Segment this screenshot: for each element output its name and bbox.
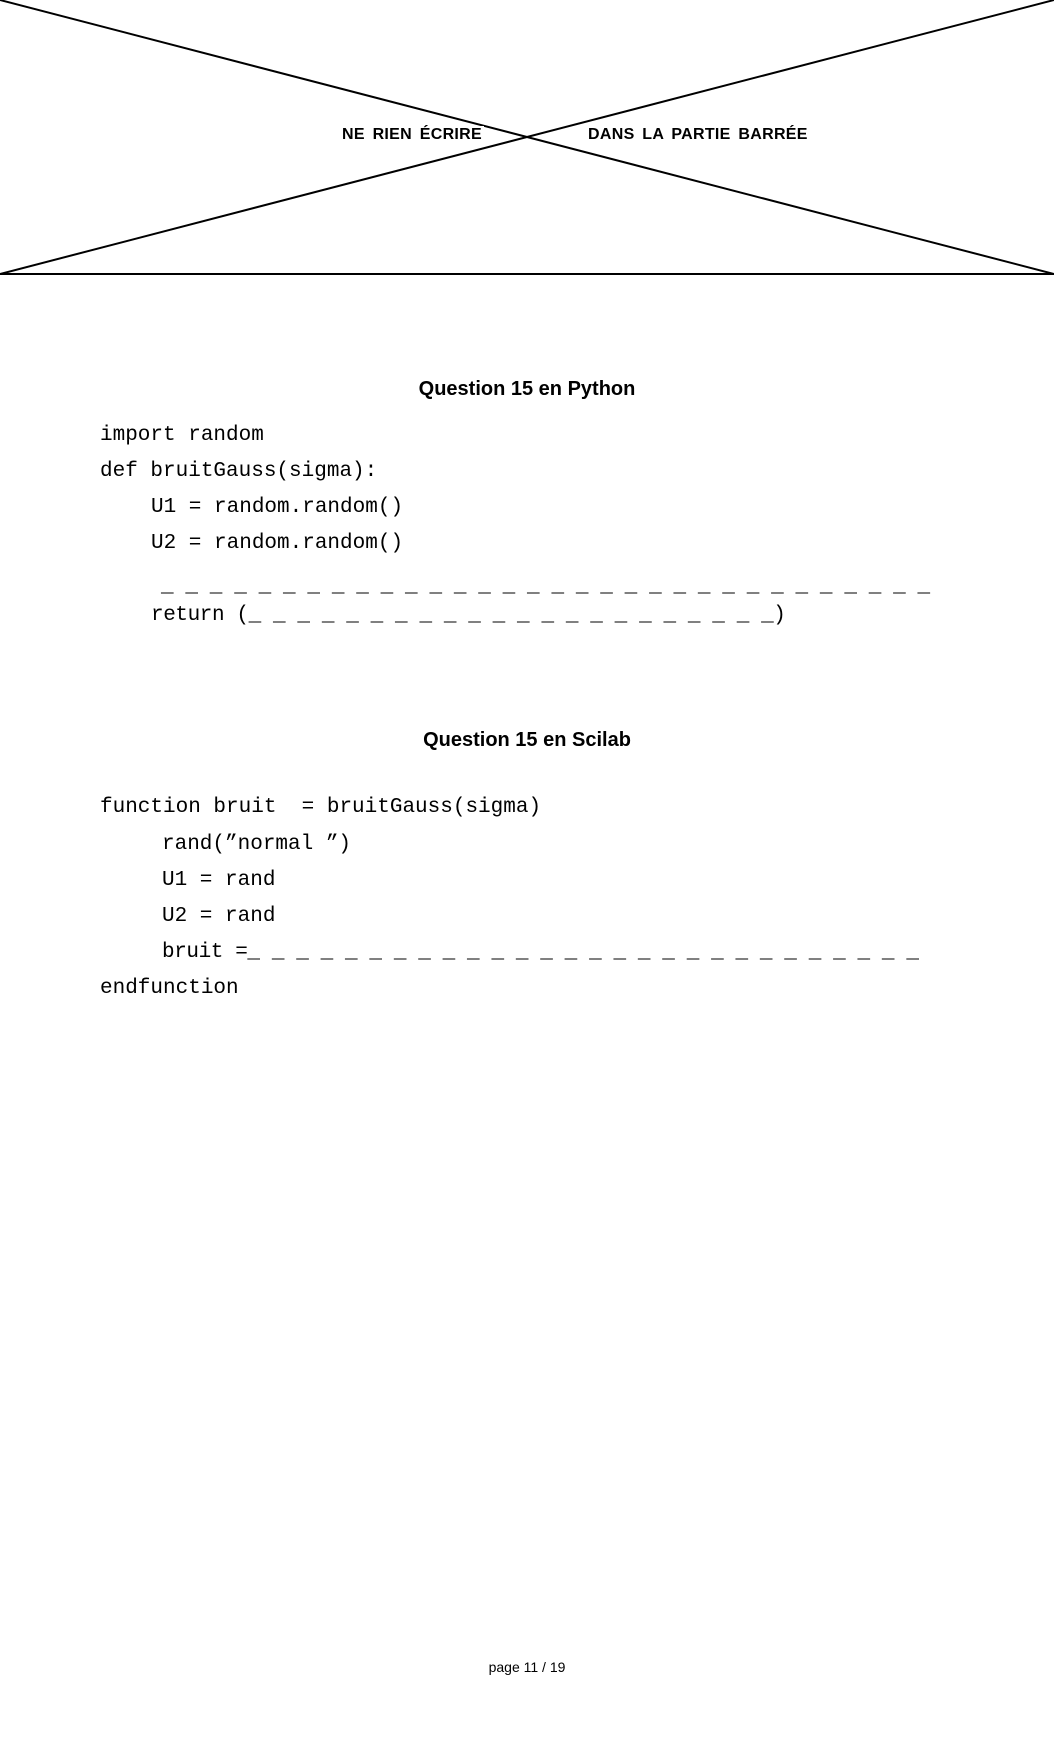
banner-left-text: NE RIEN ÉCRIRE <box>342 126 482 143</box>
python-code-line: def bruitGauss(sigma): <box>100 460 378 483</box>
crossed-out-zone <box>0 0 1054 280</box>
scilab-code-line: U1 = rand <box>162 869 276 892</box>
python-answer-blank: _ _ _ _ _ _ _ _ _ _ _ _ _ _ _ _ _ _ _ _ _ _ _ _ _ _ _ _ _ _ _ _ <box>161 575 930 598</box>
python-return-blank: return (_ _ _ _ _ _ _ _ _ _ _ _ _ _ _ _ _ _ _ _ _ _) <box>151 604 786 627</box>
scilab-answer-blank: bruit =_ _ _ _ _ _ _ _ _ _ _ _ _ _ _ _ _ _ _ _ _ _ _ _ _ _ _ _ <box>162 941 919 964</box>
scilab-code-line: rand(”normal ”) <box>162 833 352 856</box>
python-section-title: Question 15 en Python <box>418 378 636 400</box>
python-code-line: U2 = random.random() <box>151 532 404 555</box>
scilab-code-line: endfunction <box>100 977 239 1000</box>
scilab-code-line: U2 = rand <box>162 905 276 928</box>
scilab-section-title: Question 15 en Scilab <box>423 729 631 751</box>
page-number: page 11 / 19 <box>488 1659 566 1675</box>
python-code-line: import random <box>100 424 264 447</box>
banner-right-text: DANS LA PARTIE BARRÉE <box>588 126 808 143</box>
scilab-code-line: function bruit = bruitGauss(sigma) <box>100 796 542 819</box>
python-code-line: U1 = random.random() <box>151 496 404 519</box>
